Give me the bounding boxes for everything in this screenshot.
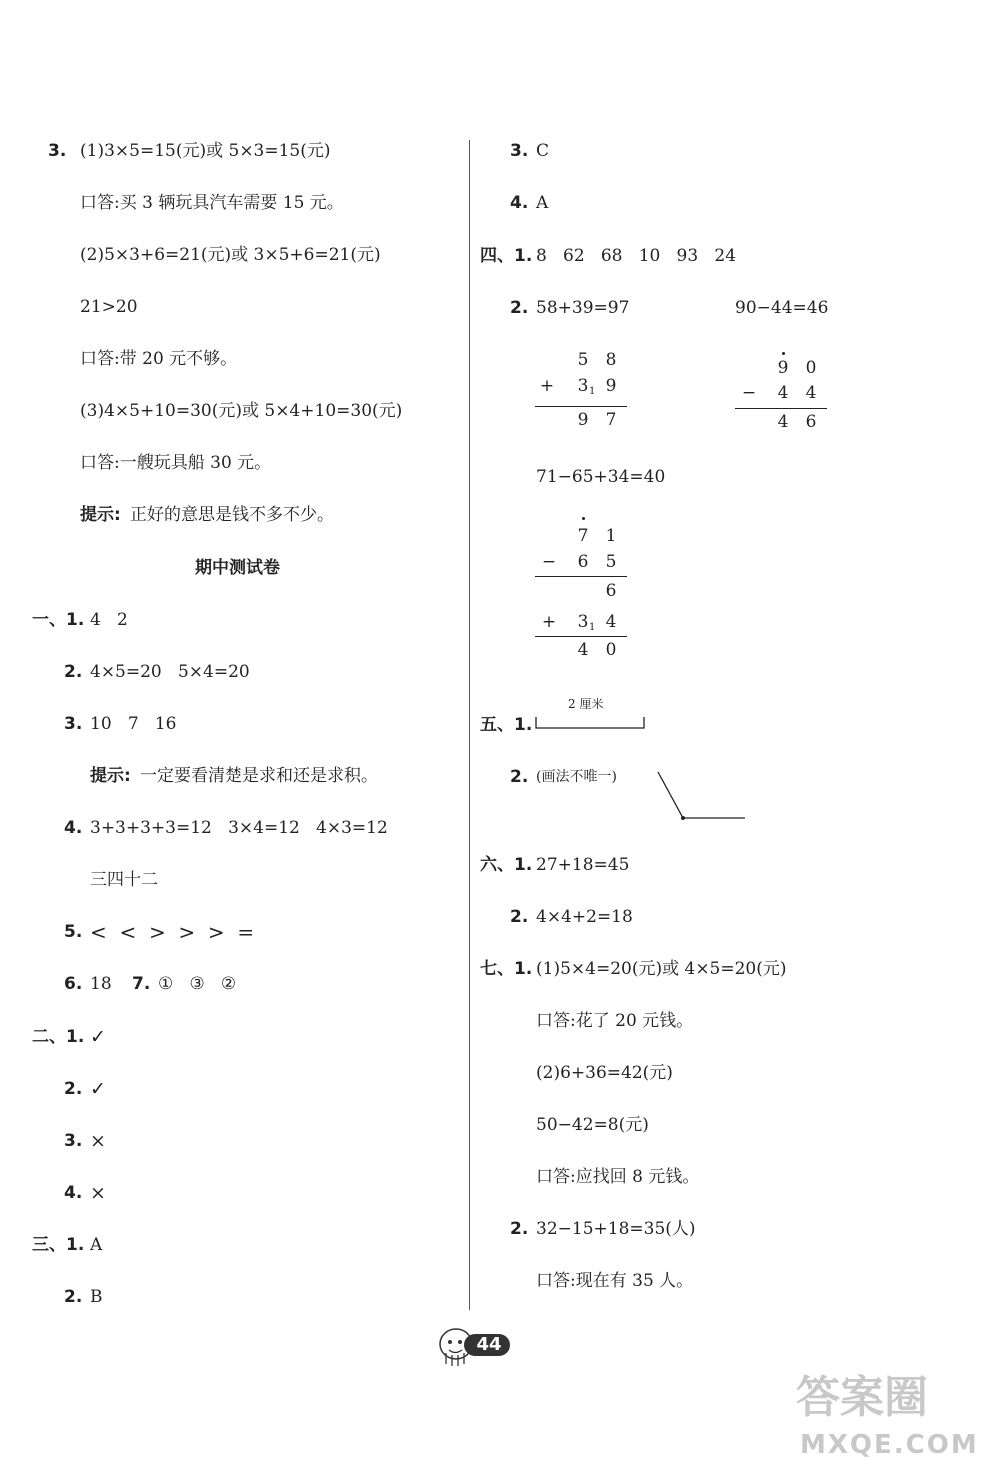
s3-num2: 2. xyxy=(64,1287,83,1307)
s1-answer3: 10 7 16 xyxy=(90,714,177,734)
hint-label: 提示: xyxy=(80,505,121,525)
watermark-url: MXQE.COM xyxy=(800,1430,979,1460)
s7-line4: 50−42=8(元) xyxy=(536,1115,649,1135)
borrow-dot xyxy=(782,352,785,355)
page-number-badge xyxy=(436,1320,514,1368)
s7-line2: 口答:花了 20 元钱。 xyxy=(536,1011,694,1031)
s4-label: 四、1. xyxy=(480,246,533,266)
s7-line1: (1)5×4=20(元)或 4×5=20(元) xyxy=(536,959,787,979)
s6-answer2: 4×4+2=18 xyxy=(536,907,633,927)
s1-num5: 5. xyxy=(64,922,83,942)
calc3-digit: 1 xyxy=(605,526,617,546)
calc1-digit: 9 xyxy=(577,410,589,430)
s2-num3: 3. xyxy=(64,1131,83,1151)
s2-answer2: ✓ xyxy=(90,1078,106,1100)
s6-answer1: 27+18=45 xyxy=(536,855,630,875)
s5-label: 五、1. xyxy=(480,715,533,735)
s1-num6: 6. xyxy=(64,974,83,994)
calc3-digit: 6 xyxy=(605,581,617,601)
s7-line5: 口答:应找回 8 元钱。 xyxy=(536,1167,700,1187)
s1-hint-text: 一定要看清楚是求和还是求积。 xyxy=(140,766,378,786)
calc1-digit: 8 xyxy=(605,350,617,370)
calc3-digit: 3 xyxy=(577,612,589,632)
vertical-mixed-calc xyxy=(535,515,630,665)
calc3-digit: 4 xyxy=(605,612,617,632)
calc2-rule xyxy=(735,408,827,409)
s5-note: (画法不唯一) xyxy=(536,769,617,785)
s4-eq2: 90−44=46 xyxy=(735,298,829,318)
s1-answer5: < < > > > = xyxy=(90,920,255,944)
column-divider xyxy=(469,140,470,1310)
s2-answer4: × xyxy=(90,1182,106,1204)
s1-label: 一、1. xyxy=(32,610,85,630)
s7-label: 七、1. xyxy=(480,959,533,979)
s3-answer1: A xyxy=(90,1235,103,1255)
q3-line6: (3)4×5+10=30(元)或 5×4+10=30(元) xyxy=(80,401,403,421)
calc1-digit: 9 xyxy=(605,376,617,396)
calc3-digit: 6 xyxy=(577,552,589,572)
s4-answer1: 8 62 68 10 93 24 xyxy=(536,246,737,266)
vertical-addition xyxy=(535,350,630,435)
segment-label: 2 厘米 xyxy=(568,697,604,711)
s4-eq1: 58+39=97 xyxy=(536,298,630,318)
calc1-carry: 1 xyxy=(589,386,596,397)
s1-answer1: 4 2 xyxy=(90,610,128,630)
r4-answer: A xyxy=(536,193,549,213)
s1-answer6: 18 xyxy=(90,974,112,994)
s1-answer4: 3+3+3+3=12 3×4=12 4×3=12 xyxy=(90,818,388,838)
s6-label: 六、1. xyxy=(480,855,533,875)
calc3-rule xyxy=(535,636,627,637)
s2-answer1: ✓ xyxy=(90,1026,106,1048)
s1-answer4b: 三四十二 xyxy=(90,870,158,890)
s1-num2: 2. xyxy=(64,662,83,682)
q3-number: 3. xyxy=(48,141,67,161)
calc3-digit: 5 xyxy=(605,552,617,572)
r3-answer: C xyxy=(536,141,550,161)
s3-label: 三、1. xyxy=(32,1235,85,1255)
calc2-digit: 9 xyxy=(777,358,789,378)
s1-hint-label: 提示: xyxy=(90,766,131,786)
calc2-digit: 4 xyxy=(805,383,817,403)
vertical-subtraction xyxy=(735,350,830,435)
q3-line3: (2)5×3+6=21(元)或 3×5+6=21(元) xyxy=(80,245,381,265)
calc1-digit: 5 xyxy=(577,350,589,370)
q3-line5: 口答:带 20 元不够。 xyxy=(80,349,238,369)
calc3-carry: 1 xyxy=(589,622,596,633)
s2-num4: 4. xyxy=(64,1183,83,1203)
watermark-logo xyxy=(760,1372,990,1467)
s2-label: 二、1. xyxy=(32,1027,85,1047)
line-segment-drawing xyxy=(534,715,649,731)
calc3-digit: 0 xyxy=(605,640,617,660)
calc3-digit: 7 xyxy=(577,526,589,546)
s6-num2: 2. xyxy=(510,907,529,927)
calc3-digit: 4 xyxy=(577,640,589,660)
calc2-digit: 4 xyxy=(777,412,789,432)
calc1-digit: 7 xyxy=(605,410,617,430)
borrow-dot xyxy=(582,517,585,520)
s1-answer2: 4×5=20 5×4=20 xyxy=(90,662,250,682)
s4-eq3: 71−65+34=40 xyxy=(536,467,666,487)
r3-number: 3. xyxy=(510,141,529,161)
q3-line1: (1)3×5=15(元)或 5×3=15(元) xyxy=(80,141,331,161)
page-number: 44 xyxy=(476,1334,502,1355)
s7-num2: 2. xyxy=(510,1219,529,1239)
calc3-operator: + xyxy=(541,612,557,632)
s7-line3: (2)6+36=42(元) xyxy=(536,1063,673,1083)
angle-drawing xyxy=(650,770,750,825)
s1-num3: 3. xyxy=(64,714,83,734)
calc2-operator: − xyxy=(741,383,757,403)
s7-line7: 口答:现在有 35 人。 xyxy=(536,1271,694,1291)
s1-answer7: ① ③ ② xyxy=(158,974,237,994)
s4-num2: 2. xyxy=(510,298,529,318)
q3-line2: 口答:买 3 辆玩具汽车需要 15 元。 xyxy=(80,193,344,213)
calc1-operator: + xyxy=(539,376,555,396)
r4-number: 4. xyxy=(510,193,529,213)
calc2-digit: 4 xyxy=(777,383,789,403)
calc3-operator: − xyxy=(541,552,557,572)
q3-line4: 21>20 xyxy=(80,297,138,317)
calc3-rule xyxy=(535,576,627,577)
q3-line7: 口答:一艘玩具船 30 元。 xyxy=(80,453,272,473)
calc1-rule xyxy=(535,406,627,407)
s7-line6: 32−15+18=35(人) xyxy=(536,1219,696,1239)
watermark-text: 答案圈 xyxy=(796,1372,928,1423)
calc2-digit: 0 xyxy=(805,358,817,378)
s1-num7: 7. xyxy=(132,974,151,994)
s2-num2: 2. xyxy=(64,1079,83,1099)
s1-num4: 4. xyxy=(64,818,83,838)
section-title: 期中测试卷 xyxy=(195,558,280,578)
calc2-digit: 6 xyxy=(805,412,817,432)
s5-num2: 2. xyxy=(510,767,529,787)
s3-answer2: B xyxy=(90,1287,103,1307)
s2-answer3: × xyxy=(90,1130,106,1152)
calc1-digit: 3 xyxy=(577,376,589,396)
hint-text: 正好的意思是钱不多不少。 xyxy=(130,505,334,525)
